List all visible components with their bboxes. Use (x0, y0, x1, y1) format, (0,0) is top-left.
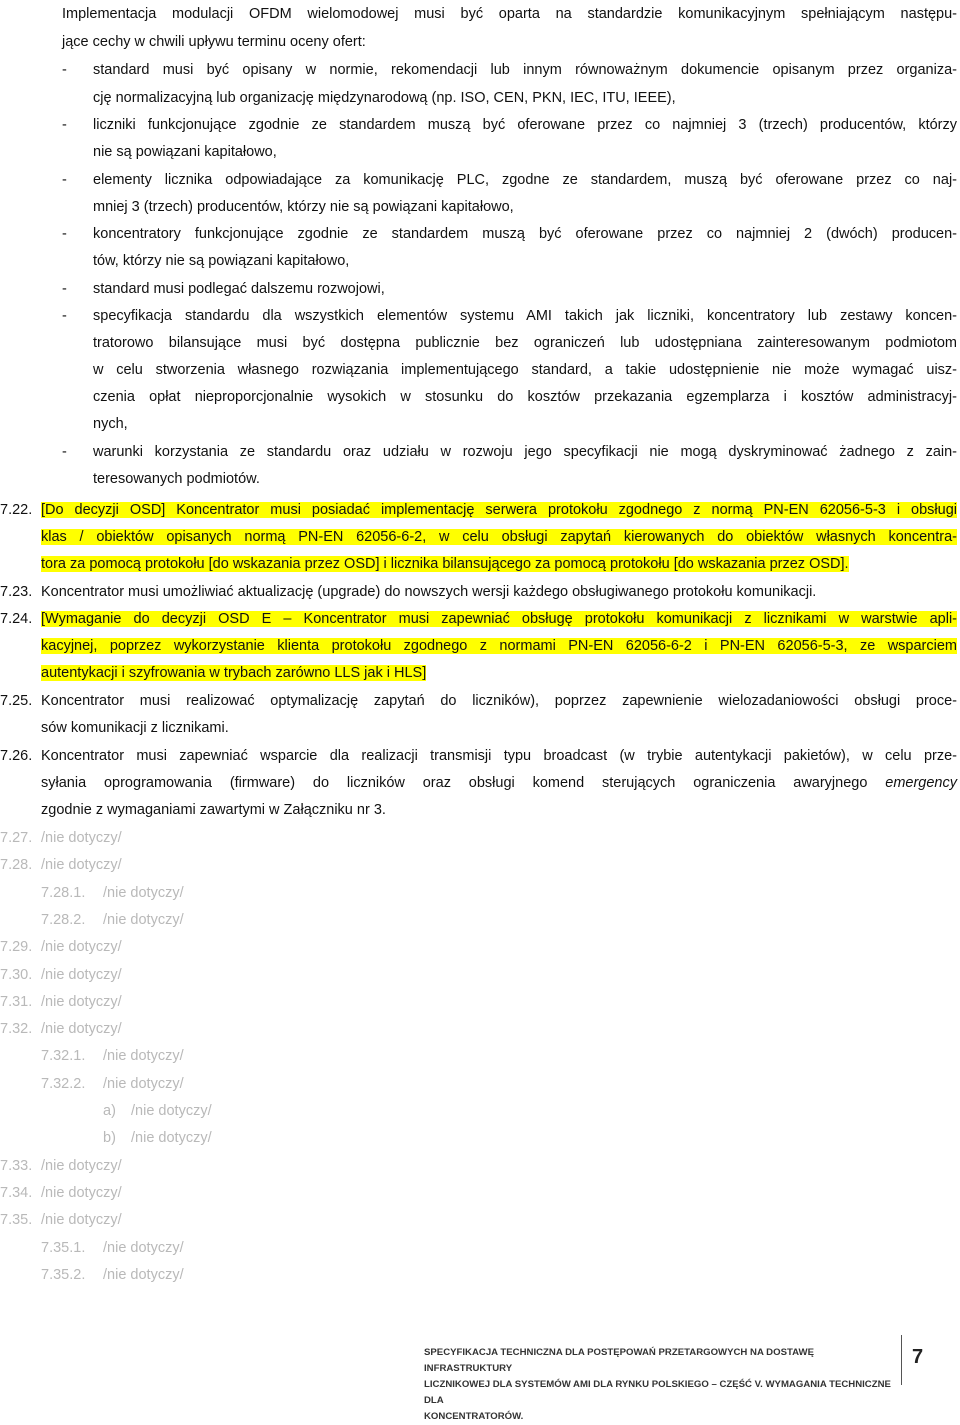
bullet-dash: - (62, 281, 67, 297)
footer-document-title: SPECYFIKACJA TECHNICZNA DLA POSTĘPOWAŃ PRZETARGOWYCH NA DOSTAWĘ INFRASTRUKTURY LICZNIKOWEJ DLA SYSTEMÓW AMI DLA RYNKU POLSKIEGO – CZĘŚĆ V. WYMAGANIA TECHNICZNE DLA KONCENTRATORÓW. (424, 1347, 891, 1422)
not-applicable-number: 7.32.1. (41, 1048, 86, 1064)
item-7-26-line-2: syłania oprogramowania (firmware) do liczników oraz obsługi komend sterujących ograniczenia awaryjnego emergency (41, 775, 957, 791)
item-7-25-line-1: Koncentrator musi realizować optymalizację zapytań do liczników), poprzez zapewnienie wielozadaniowości obsługi proce- (41, 693, 957, 709)
bullet-line: liczniki funkcjonujące zgodnie ze standardem muszą być oferowane przez co najmniej 3 (trzech) producentów, którzy (93, 117, 957, 133)
footer-divider (901, 1335, 902, 1385)
not-applicable-text: /nie dotyczy/ (103, 885, 184, 901)
not-applicable-number: 7.35.2. (41, 1267, 86, 1283)
bullet-line: standard musi być opisany w normie, rekomendacji lub innym równoważnym dokumencie opisanym przez organiza- (93, 62, 957, 78)
not-applicable-text: /nie dotyczy/ (41, 1185, 122, 1201)
bullet-line: nych, (93, 416, 128, 432)
not-applicable-text: /nie dotyczy/ (131, 1130, 212, 1146)
bullet-line: nie są powiązani kapitałowo, (93, 144, 277, 160)
bullet-dash: - (62, 308, 67, 324)
bullet-dash: - (62, 117, 67, 133)
bullet-line: czenia opłat nieproporcjonalnie wysokich w stosunku do kosztów przekazania egzemplarza i kosztów administracyj- (93, 389, 957, 405)
bullet-line: specyfikacja standardu dla wszystkich elementów systemu AMI takich jak liczniki, koncentratory lub zestawy koncen- (93, 308, 957, 324)
not-applicable-number: 7.34. (0, 1185, 33, 1201)
not-applicable-text: /nie dotyczy/ (131, 1103, 212, 1119)
not-applicable-text: /nie dotyczy/ (41, 830, 122, 846)
intro-line-2: jące cechy w chwili upływu terminu oceny ofert: (62, 34, 366, 50)
bullet-line: tratorowo bilansujące musi być dostępna publicznie bez ograniczeń lub udostępniana zainteresowanym podmiotom (93, 335, 957, 351)
item-7-22-line-1: [Do decyzji OSD] Koncentrator musi posiadać implementację serwera protokołu zgodnego z normą PN-EN 62056-5-3 i obsługi (41, 502, 957, 518)
item-number-7-24: 7.24. (0, 611, 33, 627)
item-7-24-line-1: [Wymaganie do decyzji OSD E – Koncentrator musi zapewniać obsługę protokołu komunikacji z licznikami w warstwie apli- (41, 611, 957, 627)
not-applicable-number: 7.35.1. (41, 1240, 86, 1256)
not-applicable-number: 7.27. (0, 830, 33, 846)
bullet-line: tów, którzy nie są powiązani kapitałowo, (93, 253, 350, 269)
not-applicable-number: b) (103, 1130, 116, 1146)
item-7-25-line-2: sów komunikacji z licznikami. (41, 720, 229, 736)
item-number-7-25: 7.25. (0, 693, 33, 709)
not-applicable-number: a) (103, 1103, 116, 1119)
item-7-22-line-3: tora za pomocą protokołu [do wskazania przez OSD] i licznika bilansującego za pomocą protokołu [do wskazania przez OSD]. (41, 556, 849, 572)
item-7-26-line-1: Koncentrator musi zapewniać wsparcie dla realizacji transmisji typu broadcast (w trybie autentykacji pakietów), w celu prze- (41, 748, 957, 764)
not-applicable-text: /nie dotyczy/ (41, 857, 122, 873)
item-7-24-line-2: kacyjnej, poprzez wykorzystanie klienta protokołu zgodnego z normami PN-EN 62056-6-2 i PN-EN 62056-5-3, ze wsparciem (41, 638, 957, 654)
not-applicable-text: /nie dotyczy/ (103, 912, 184, 928)
not-applicable-text: /nie dotyczy/ (41, 994, 122, 1010)
not-applicable-text: /nie dotyczy/ (103, 1076, 184, 1092)
intro-line-1: Implementacja modulacji OFDM wielomodowej musi być oparta na standardzie komunikacyjnym spełniającym następu- (62, 6, 957, 22)
bullet-line: standard musi podlegać dalszemu rozwojowi, (93, 281, 385, 297)
not-applicable-number: 7.28. (0, 857, 33, 873)
item-7-24-line-3: autentykacji i szyfrowania w trybach zarówno LLS jak i HLS] (41, 665, 427, 681)
not-applicable-number: 7.31. (0, 994, 33, 1010)
not-applicable-number: 7.29. (0, 939, 33, 955)
item-7-23-line-1: Koncentrator musi umożliwiać aktualizację (upgrade) do nowszych wersji każdego obsługiwanego protokołu komunikacji. (41, 584, 817, 600)
bullet-line: koncentratory funkcjonujące zgodnie ze standardem muszą być oferowane przez co najmniej 2 (dwóch) producen- (93, 226, 957, 242)
bullet-line: elementy licznika odpowiadające za komunikację PLC, zgodne ze standardem, muszą być oferowane przez co naj- (93, 172, 957, 188)
bullet-dash: - (62, 62, 67, 78)
not-applicable-text: /nie dotyczy/ (103, 1240, 184, 1256)
not-applicable-text: /nie dotyczy/ (41, 1021, 122, 1037)
not-applicable-number: 7.30. (0, 967, 33, 983)
item-7-26-line-3: zgodnie z wymaganiami zawartymi w Załączniku nr 3. (41, 802, 386, 818)
not-applicable-text: /nie dotyczy/ (103, 1267, 184, 1283)
not-applicable-number: 7.28.1. (41, 885, 86, 901)
bullet-line: w celu stworzenia własnego rozwiązania implementującego standard, a takie udostępnienie nie może wymagać uisz- (93, 362, 957, 378)
not-applicable-number: 7.32. (0, 1021, 33, 1037)
not-applicable-number: 7.35. (0, 1212, 33, 1228)
not-applicable-text: /nie dotyczy/ (41, 939, 122, 955)
not-applicable-text: /nie dotyczy/ (41, 1158, 122, 1174)
bullet-line: teresowanych podmiotów. (93, 471, 260, 487)
item-number-7-22: 7.22. (0, 502, 33, 518)
bullet-line: mniej 3 (trzech) producentów, którzy nie są powiązani kapitałowo, (93, 199, 514, 215)
bullet-line: cję normalizacyjną lub organizację międzynarodową (np. ISO, CEN, PKN, IEC, ITU, IEEE), (93, 90, 676, 106)
item-number-7-26: 7.26. (0, 748, 33, 764)
bullet-dash: - (62, 172, 67, 188)
not-applicable-number: 7.32.2. (41, 1076, 86, 1092)
emphasis-emergency: emergency (885, 775, 957, 791)
item-7-22-line-2: klas / obiektów opisanych normą PN-EN 62056-6-2, w celu obsługi zapytań kierowanych do obiektów własnych koncentra- (41, 529, 957, 545)
bullet-dash: - (62, 226, 67, 242)
not-applicable-text: /nie dotyczy/ (41, 967, 122, 983)
item-number-7-23: 7.23. (0, 584, 33, 600)
not-applicable-text: /nie dotyczy/ (103, 1048, 184, 1064)
bullet-dash: - (62, 444, 67, 460)
page-number: 7 (912, 1346, 924, 1368)
not-applicable-text: /nie dotyczy/ (41, 1212, 122, 1228)
not-applicable-number: 7.33. (0, 1158, 33, 1174)
not-applicable-number: 7.28.2. (41, 912, 86, 928)
bullet-line: warunki korzystania ze standardu oraz udziału w rozwoju jego specyfikacji nie mogą dyskryminować żadnego z zain- (93, 444, 957, 460)
